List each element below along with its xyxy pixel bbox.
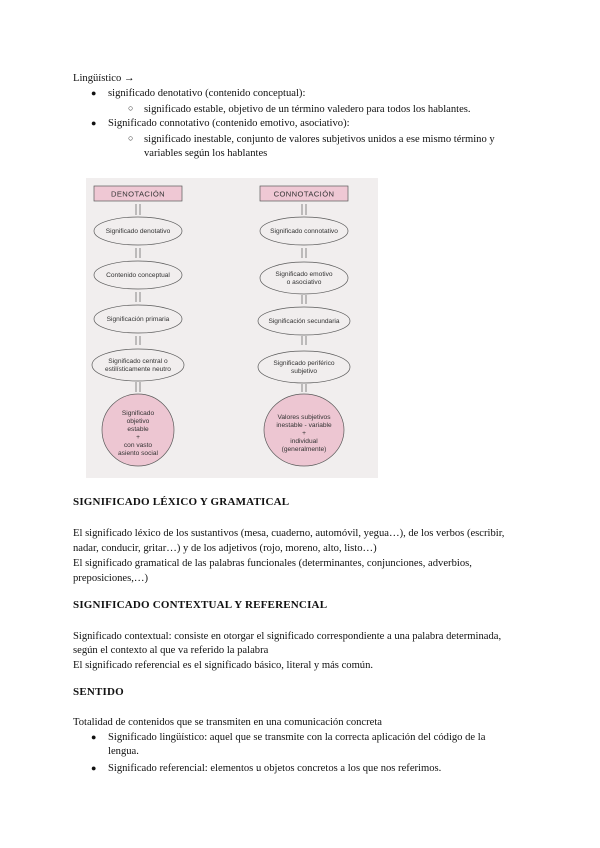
left-circle-text: con vasto [123, 442, 153, 449]
right-node-4-text: Significado periférico [273, 360, 335, 367]
intro-item-denotativo: significado denotativo (contenido conceptual): [108, 88, 306, 99]
intro-subitem: significado estable, objetivo de un término valedero para todos los hablantes. [144, 104, 471, 115]
left-header-text: DENOTACIÓN [110, 189, 166, 199]
paragraph-line: Totalidad de contenidos que se transmiten en una comunicación concreta [73, 717, 383, 728]
left-node-1-text: Significado denotativo [105, 228, 171, 235]
intro-subitem-continued: variables según los hablantes [144, 148, 268, 159]
section-heading-lexico: SIGNIFICADO LÉXICO Y GRAMATICAL [73, 496, 290, 508]
sentido-item-referencial: Significado referencial: elementos u objetos concretos a los que nos referimos. [108, 763, 442, 774]
intro-item-connotativo: Significado connotativo (contenido emotivo, asociativo): [108, 118, 350, 129]
left-circle-text: Significado [121, 410, 155, 417]
intro-title: Lingüístico → [73, 73, 135, 84]
denotation-connotation-diagram [86, 178, 378, 478]
sentido-item-linguistico-continued: lengua. [108, 746, 139, 757]
right-node-3-text: Significación secundaria [268, 318, 340, 325]
left-circle-text: objetivo [126, 418, 150, 425]
right-circle-text: inestable - variable [276, 422, 332, 429]
intro-subitem: significado inestable, conjunto de valores subjetivos unidos a ese mismo término y [144, 134, 495, 145]
left-circle-text: estable [127, 426, 149, 433]
sub-bullet-circle: ○ [128, 103, 134, 113]
left-node-3-text: Significación primaria [106, 316, 170, 323]
right-node-4 [258, 351, 350, 383]
section-heading-sentido: SENTIDO [73, 686, 124, 698]
left-circle-text: asiento social [118, 450, 158, 457]
left-node-4 [92, 349, 184, 381]
right-circle-text: (generalmente) [281, 446, 327, 453]
right-node-2 [260, 262, 348, 294]
section-heading-contextual: SIGNIFICADO CONTEXTUAL Y REFERENCIAL [73, 599, 328, 611]
bullet-dot: ● [91, 763, 97, 773]
paragraph-line: Significado contextual: consiste en otorgar el significado correspondiente a una palabra determinada, [73, 631, 502, 642]
right-node-4-text: subjetivo [290, 368, 318, 375]
bullet-dot: ● [91, 88, 97, 98]
paragraph-line: El significado léxico de los sustantivos (mesa, cuaderno, automóvil, yegua…), de los verbos (escribir, [73, 528, 505, 539]
bullet-dot: ● [91, 118, 97, 128]
right-header-text: CONNOTACIÓN [273, 189, 335, 199]
sub-bullet-circle: ○ [128, 133, 134, 143]
left-node-4-text: Significado central o [108, 358, 168, 365]
paragraph-line: El significado gramatical de las palabras funcionales (determinantes, conjunciones, adverbios, [73, 558, 472, 569]
paragraph-line: según el contexto al que va referido la palabra [73, 645, 269, 656]
right-node-1-text: Significado connotativo [270, 228, 338, 235]
right-circle-text: individual [290, 438, 318, 445]
left-node-4-text: estilísticamente neutro [105, 366, 171, 373]
bullet-dot: ● [91, 732, 97, 742]
paragraph-line: El significado referencial es el significado básico, literal y más común. [73, 660, 374, 671]
paragraph-line: nadar, conducir, gritar…) y de los adjetivos (rojo, moreno, alto, listo…) [73, 543, 377, 554]
left-circle-text: + [136, 434, 140, 441]
right-circle-text: Valores subjetivos [277, 414, 331, 421]
right-circle-text: + [302, 430, 306, 437]
right-node-2-text: o asociativo [286, 279, 322, 286]
left-node-2-text: Contenido conceptual [106, 272, 170, 279]
right-node-2-text: Significado emotivo [275, 271, 333, 278]
paragraph-line: preposiciones,…) [73, 573, 149, 584]
sentido-item-linguistico: Significado lingüístico: aquel que se transmite con la correcta aplicación del código de la [108, 732, 486, 743]
